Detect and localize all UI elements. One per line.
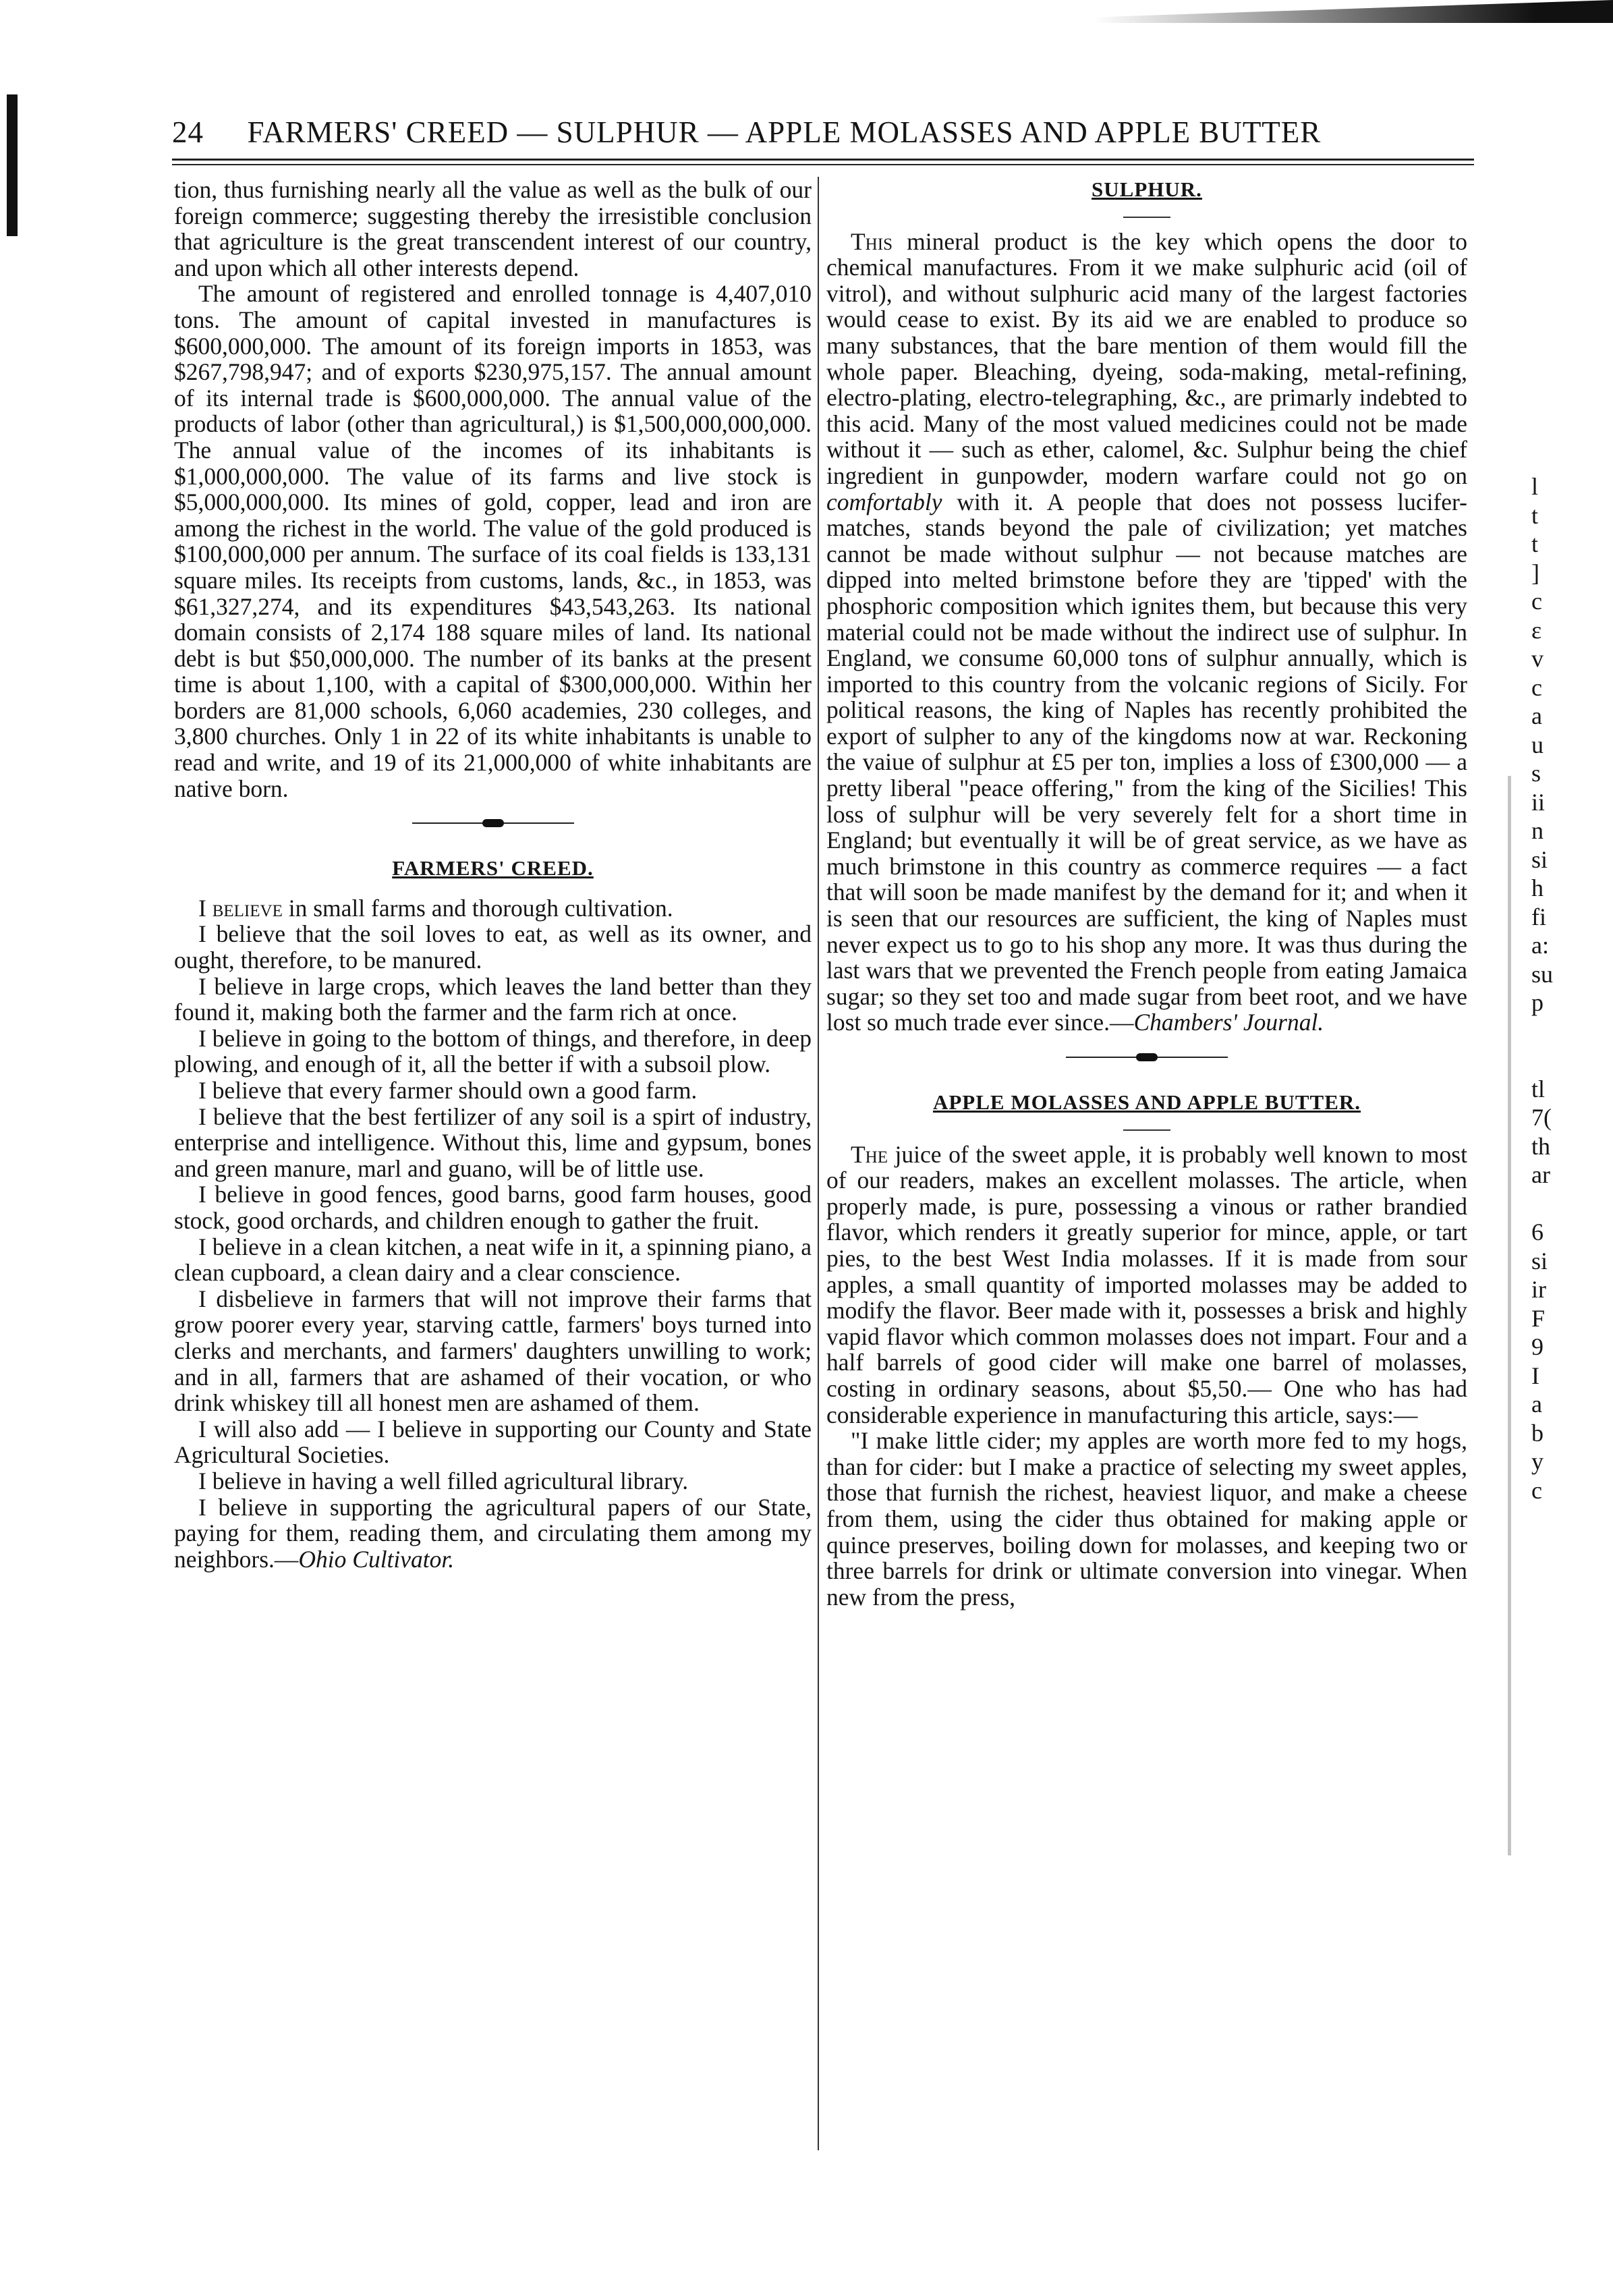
creed-paragraph: I believe that the best fertilizer of any soil is a spirt of industry, enterprise and intelligence. Without this, lime and gypsum, bones and green manure, marl and guano, will be of little use. [174,1102,812,1182]
edge-fragment: a: [1531,932,1549,959]
edge-fragment: s [1531,760,1541,787]
title-rule [1123,1129,1170,1131]
creed-last-text: I believe in supporting the agricultural papers of our State, paying for them, reading them, and circulating them among my neighbors.— [174,1493,812,1573]
apple-paragraph [826,1142,1467,1428]
scan-edge-texture [1508,776,1511,1855]
edge-fragment: y [1531,1448,1544,1475]
apple-quote-paragraph: "I make little cider; my apples are worth more fed to my hogs, than for cider: but I make a practice of selecting my sweet apples, those that furnish the richest, heaviest liquor, and make a cheese from them, using the cider thus obtained for making apple or quince preserves, boiling down for molasses, and keeping two or three barrels for drink or ultimate conversion into vinegar. When new from the press, [826,1427,1467,1611]
creed-paragraph-last [174,1494,812,1573]
sulphur-title: SULPHUR. [1092,177,1202,201]
creed-lead-smallcaps: I believe [198,894,283,922]
edge-fragment [1531,1046,1572,1075]
edge-fragment: F [1531,1304,1546,1332]
edge-fragment: si [1531,845,1548,873]
edge-fragment: I [1531,1362,1539,1389]
edge-fragment: t [1531,501,1539,529]
intro-paragraph-1: tion, thus furnishing nearly all the value as well as the bulk of our foreign commerce; suggesting thereby the irresistible conclusion that agriculture is the great transcendent interest of our country, and upon which all other interests depend. [174,176,812,281]
creed-paragraph: I believe in going to the bottom of things, and therefore, in deep plowing, and enough of it, all the better if with a subsoil plow. [174,1024,812,1078]
column-divider [818,177,819,2150]
adjacent-page-fragments [1531,472,1572,1505]
head-rule-lower [172,164,1474,165]
section-ornament [412,819,574,827]
creed-source: Ohio Cultivator. [298,1545,455,1573]
sulphur-text-a: mineral product is the key which opens the door to chemical manufactures. From it we make sulphuric acid (oil of vitrol), and without sulphuric acid many of the largest factories would cease to exist. By its aid we are enabled to produce so many substances, that the bare mention of them would fill the whole paper. Bleaching, dyeing, soda-making, metal-refining, electro-plating, electro-telegraphing, &c., are primarly indebted to this acid. Many of the most valued medicines could not be made without it — such as ether, calomel, &c. Sulphur being the chief ingredient in gunpowder, modern warfare could not go on [826,227,1467,489]
edge-fragment: si [1531,1247,1548,1275]
creed-paragraph: I disbelieve in farmers that will not improve their farms that grow poorer every year, starving cattle, farmers' boys turned into clerks and merchants, and farmers' daughters unwilling to work; and in all, farmers that are ashamed of their vocation, or who drink whiskey till all honest men are ashamed of them. [174,1285,812,1417]
sulphur-source: Chambers' Journal. [1133,1009,1324,1036]
edge-fragment [1531,1189,1572,1219]
edge-fragment [1531,1017,1572,1046]
running-head [172,115,1407,150]
edge-fragment: p [1531,989,1544,1016]
left-column [174,177,812,1572]
edge-fragment: 6 [1531,1219,1544,1245]
edge-fragment: 9 [1531,1333,1544,1360]
sulphur-italic-word: comfortably [826,488,942,515]
edge-fragment: c [1531,673,1542,701]
apple-title: APPLE MOLASSES AND APPLE BUTTER. [932,1090,1361,1114]
right-column [826,177,1467,1610]
head-rule-upper [172,159,1474,161]
apple-text: juice of the sweet apple, it is probably well known to most of our readers, makes an excellent molasses. The article, when properly made, is pure, possessing a vinous or rather brandied flavor, which renders it greatly superior for mince, apple, or tart pies, to the best West India molasses. If it is made from sour apples, a small quantity of imported molasses may be added to modify the flavor. Beer made with it, possesses a brisk and highly vapid flavor which common molasses does not impart. Four and a half barrels of good cider will make one barrel of molasses, costing in ordinary seasons, about $5,50.— One who has had considerable experience in manufacturing this article, says:— [826,1140,1467,1428]
edge-fragment: c [1531,588,1542,615]
sulphur-text-b: with it. A people that does not possess lucifer-matches, stands beyond the pale of civilization; yet matches cannot be made without sulphur — not because matches are dipped into melted brimstone before they are 'tipped' with the phosphoric composition which ignites them, but because this very material could not be made without the indirect use of sulphur. In England, we consume 60,000 tons of sulphur annually, which is imported to this country from the volcanic regions of Sicily. For political reasons, the king of Naples has recently prohibited the export of sulpher to any of the kingdoms now at war. Reckoning the vaiue of sulphur at £5 per ton, implies a loss of £300,000 — a pretty liberal "peace offering," from the king of the Sicilies! This loss of sulphur will be very severely felt for a short time in England; but eventually it will be of great service, as we have as much brimstone in this country as commerce requires — a fact that will soon be made manifest by the demand for it; and when it is seen that our resources are sufficient, the king of Naples must never expect us to go to his shop any more. It was thus during the last wars that we prevented the French people from eating Jamaica sugar; so they set too and made sugar from beet root, and we have lost so much trade ever since.— [826,488,1467,1036]
edge-fragment: tl [1531,1075,1546,1102]
creed-paragraph: I believe in good fences, good barns, good farm houses, good stock, good orchards, and children enough to gather the fruit. [174,1181,812,1234]
edge-fragment: ar [1531,1161,1550,1188]
edge-fragment: fi [1531,903,1546,930]
running-head-title: FARMERS' CREED — SULPHUR — APPLE MOLASSES AND APPLE BUTTER [247,115,1322,149]
creed-lead-rest: in small farms and thorough cultivation. [282,894,673,922]
creed-paragraph: I believe in large crops, which leaves the land better than they found it, making both the farmer and the farm rich at once. [174,972,812,1026]
edge-fragment: c [1531,1476,1542,1504]
edge-fragment: h [1531,874,1544,901]
edge-fragment: n [1531,817,1544,844]
scan-edge-shadow [1094,0,1613,23]
edge-fragment: ε [1531,616,1542,644]
creed-paragraph: I believe in a clean kitchen, a neat wife in it, a spinning piano, a clean cupboard, a clean dairy and a clear conscience. [174,1233,812,1287]
edge-fragment: ii [1531,788,1546,816]
edge-fragment: 7( [1531,1104,1552,1131]
edge-fragment: a [1531,702,1542,729]
edge-fragment: a [1531,1391,1542,1418]
edge-fragment: ir [1531,1276,1546,1303]
creed-paragraph: I believe in having a well filled agricultural library. [198,1467,689,1494]
creed-paragraph: I believe that the soil loves to eat, as well as its owner, and ought, therefore, to be manured. [174,920,812,974]
statistics-paragraph: The amount of registered and enrolled tonnage is 4,407,010 tons. The amount of capital invested in manufactures is $600,000,000. The amount of its foreign imports in 1853, was $267,798,947; and of exports $230,975,157. The annual amount of its internal trade is $600,000,000. The annual value of the products of labor (other than agricultural,) is $1,500,000,000,000. The annual value of the incomes of its inhabitants is $1,000,000,000. The value of its farms and live stock is $5,000,000,000. Its mines of gold, copper, lead and iron are among the richest in the world. The value of the gold produced is $100,000,000 per annum. The surface of its coal fields is 133,131 square miles. Its receipts from customs, lands, &c., in 1853, was $61,327,274, and its expenditures $43,543,263. Its national domain consists of 2,174 188 square miles of land. Its national debt is but $50,000,000. The number of its banks at the present time is about 1,100, with a capital of $300,000,000. Within her borders are 81,000 schools, 6,060 academies, 230 colleges, and 3,800 churches. Only 1 in 22 of its white inhabitants is unable to read and write, and 19 of its 21,000,000 of white inhabitants are native born. [174,280,812,802]
edge-fragment: u [1531,731,1544,758]
edge-fragment: th [1531,1132,1551,1160]
edge-fragment: ] [1531,559,1539,586]
sulphur-paragraph [826,229,1467,1036]
creed-paragraph: I will also add — I believe in supporting our County and State Agricultural Societies. [174,1415,812,1469]
edge-fragment: t [1531,530,1539,557]
creed-paragraph: I believe that every farmer should own a good farm. [198,1077,698,1104]
page-number: 24 [172,115,204,149]
edge-fragment: b [1531,1419,1544,1447]
farmers-creed-title: FARMERS' CREED. [392,856,594,880]
creed-paragraph-lead [174,895,812,922]
title-rule [1123,217,1170,218]
edge-fragment: v [1531,645,1544,672]
apple-lead-smallcaps: The [851,1140,888,1168]
scan-binding-mark [7,94,18,236]
edge-fragment: su [1531,960,1554,988]
section-ornament [1066,1053,1228,1061]
edge-fragment: l [1531,473,1539,500]
sulphur-lead-smallcaps: This [851,227,893,255]
